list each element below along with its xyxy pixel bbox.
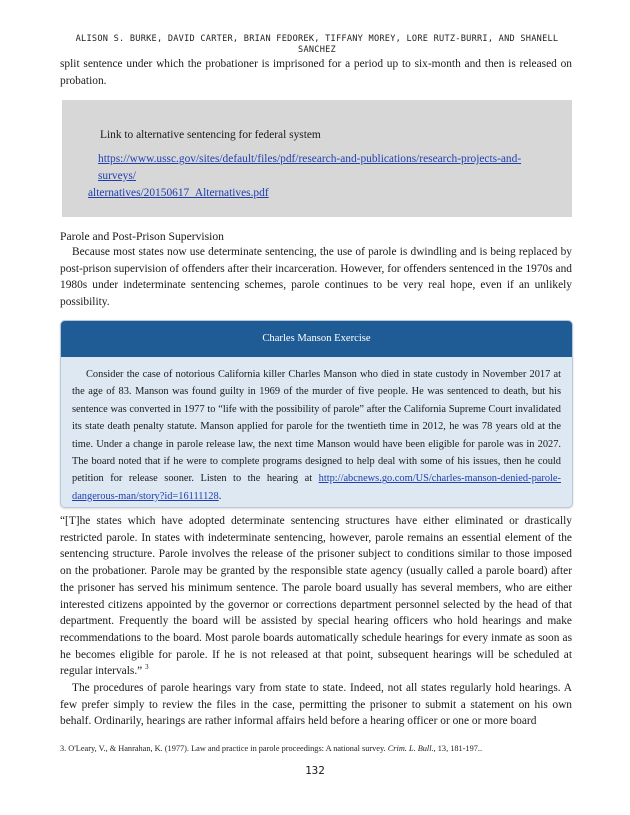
running-header: ALISON S. BURKE, DAVID CARTER, BRIAN FEDOREK, TIFFANY MOREY, LORE RUTZ-BURRI, AND SHANELL SANCHEZ [75, 34, 559, 55]
intro-paragraph: split sentence under which the probationer is imprisoned for a period up to six-month and then is released on probation. [60, 58, 572, 87]
quote-paragraph [60, 513, 572, 680]
exercise-text: Consider the case of notorious California killer Charles Manson who died in state custody in November 2017 at the age of 83. Manson was found guilty in 1969 of the murder of five people. He was sentenced to death, but his sentence was converted in 1977 to “life with the possibility of parole” after the California Supreme Court invalidated its state death penalty statute. Manson applied for parole for the twentieth time in 2012, he was 78 years old at the time. Under a change in parole release law, the next time Manson would have been eligible for parole was in 2027. The board noted that if he were to complete programs designed to help deal with some of his issues, then he could petition for release sooner. Listen to the hearing at [72, 369, 561, 485]
footnote [60, 744, 482, 753]
footnote-ref: 3 [145, 663, 149, 672]
exercise-body [72, 366, 561, 505]
footnote-journal: Crim. L. Bull. [387, 744, 434, 753]
link-box [62, 100, 572, 217]
parole-paragraph: Because most states now use determinate sentencing, the use of parole is dwindling and is being replaced by post-prison supervision of offenders after their incarceration. However, for offenders sentenced in the 1970s and 1980s under indeterminate sentencing schemes, parole continues to be very real hope, even if an unlikely possibility. [60, 246, 572, 309]
exercise-link-tail: . [218, 490, 222, 502]
quote-text: “[T]he states which have adopted determinate sentencing structures have either eliminated or drastically restricted parole. In states with indeterminate sentencing, however, parole remains an essential element of the sentencing structure. Parole involves the release of the prisoner subject to conditions similar to those imposed on the probationer. Parole may be granted by the responsible state agency (usually called a parole board) after the prisoner has served his minimum sentence. The parole board usually has several members, who are either interested citizens appointed by the governor or corrections department personnel selected by the head of that department. Frequently the board will be assisted by special hearing officers who hold hearings and make recommendations to the board. Most parole boards automatically schedule hearings for every inmate as soon as he becomes eligible for parole. If he is not released at that point, subsequent hearings will be scheduled at regular intervals.” [60, 515, 572, 678]
page-number: 132 [305, 764, 325, 777]
exercise-title: Charles Manson Exercise [61, 321, 572, 357]
footnote-lead: 3. O'Leary, V., & Hanrahan, K. (1977). Law and practice in parole proceedings: A national survey. [60, 744, 388, 753]
footnote-tail: , 13, 181-197.. [433, 744, 483, 753]
link-box-label: Link to alternative sentencing for federal system [100, 129, 321, 141]
link-url-line-1: https://www.ussc.gov/sites/default/files/pdf/research-and-publications/research-projects-and-surveys/ [98, 153, 522, 182]
manson-hearing-link[interactable]: http://abcnews.go.com/US/charles-manson-denied-parole-dangerous-man/story?id=16111128 [72, 473, 561, 502]
procedures-paragraph: The procedures of parole hearings vary from state to state. Indeed, not all states regularly hold hearings. A few prefer simply to review the files in the case, permitting the prisoner to submit a statement on his own behalf. Ordinarily, hearings are rather informal affairs held before a hearing officer or one or more board [60, 682, 572, 728]
link-url-line-2: alternatives/20150617_Alternatives.pdf [88, 187, 269, 199]
section-heading: Parole and Post-Prison Supervision [60, 230, 224, 243]
alternative-sentencing-link[interactable] [88, 151, 548, 202]
exercise-callout [60, 320, 573, 508]
